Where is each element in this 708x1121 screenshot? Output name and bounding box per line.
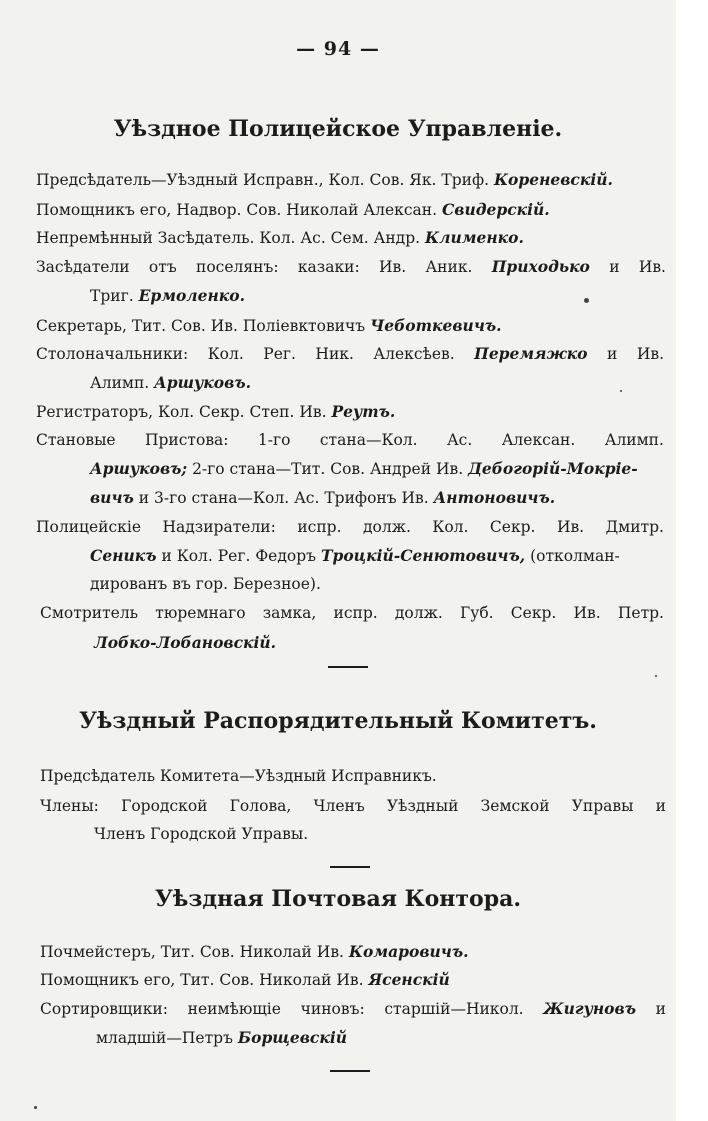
ink-speck [34,1106,37,1109]
ink-speck [655,675,657,677]
police-line-assessor: Непремѣнный Засѣдатель. Кол. Ас. Сем. Андр. Клименко. [36,228,524,247]
post-line-sorters-cont: младшій—Петръ Борщевскій [96,1028,348,1047]
page-number: — 94 — [296,38,380,60]
police-line-supervisors: Полицейскіе Надзиратели: испр. долж. Кол. Секр. Ив. Дмитр. [36,518,664,536]
police-line-assistant: Помощникъ его, Надвор. Сов. Николай Алексан. Свидерскій. [36,200,550,219]
section-divider [328,666,368,668]
police-line-prison: Смотритель тюремнаго замка, испр. долж. Губ. Секр. Ив. Петр. [40,604,664,622]
police-line-registrar: Регистраторъ, Кол. Секр. Степ. Ив. Реутъ. [36,402,396,421]
police-line-bailiffs-cont2: вичъ и 3-го стана—Кол. Ас. Трифонъ Ив. Антоновичъ. [90,488,556,507]
ink-speck [620,390,622,392]
section-title-post: Уѣздная Почтовая Контора. [155,886,521,912]
police-line-supervisors-cont2: дированъ въ гор. Березное). [90,575,321,593]
section-title-committee: Уѣздный Распорядительный Комитетъ. [79,708,597,734]
police-line-chairman: Предсѣдатель—Уѣздный Исправн., Кол. Сов. Як. Триф. Кореневскій. [36,170,613,189]
police-line-prison-cont: Лобко-Лобановскій. [94,633,277,652]
section-divider [330,866,370,868]
police-line-assessors: Засѣдатели отъ поселянъ: казаки: Ив. Аник. Приходько и Ив. [36,257,666,276]
committee-line-members: Члены: Городской Голова, Членъ Уѣздный Земской Управы и [40,797,666,815]
police-line-bailiffs: Становые Пристова: 1-го стана—Кол. Ас. Алексан. Алимп. [36,431,664,449]
police-line-clerks: Столоначальники: Кол. Рег. Ник. Алексѣев. Перемяжко и Ив. [36,344,664,363]
committee-line-chairman: Предсѣдатель Комитета—Уѣздный Исправникъ. [40,767,437,785]
ink-speck [584,298,589,303]
police-line-supervisors-cont: Сеникъ и Кол. Рег. Федоръ Троцкій-Сенютовичъ, (отколман- [90,546,620,565]
police-line-bailiffs-cont: Аршуковъ; 2-го стана—Тит. Сов. Андрей Ив. Дебогорій-Мокріе- [90,459,638,478]
page-margin [676,0,708,1121]
police-line-clerks-cont: Алимп. Аршуковъ. [90,373,251,392]
post-line-assistant: Помощникъ его, Тит. Сов. Николай Ив. Ясенскій [40,970,450,989]
police-line-assessors-cont: Триг. Ермоленко. [90,286,246,305]
section-divider [330,1070,370,1072]
police-line-secretary: Секретарь, Тит. Сов. Ив. Поліевктовичъ Чеботкевичъ. [36,316,502,335]
committee-line-members-cont: Членъ Городской Управы. [94,825,309,843]
post-line-postmaster: Почмейстеръ, Тит. Сов. Николай Ив. Комаровичъ. [40,942,469,961]
post-line-sorters: Сортировщики: неимѣющіе чиновъ: старшій—Никол. Жигуновъ и [40,999,666,1018]
section-title-police: Уѣздное Полицейское Управленіе. [113,116,563,142]
